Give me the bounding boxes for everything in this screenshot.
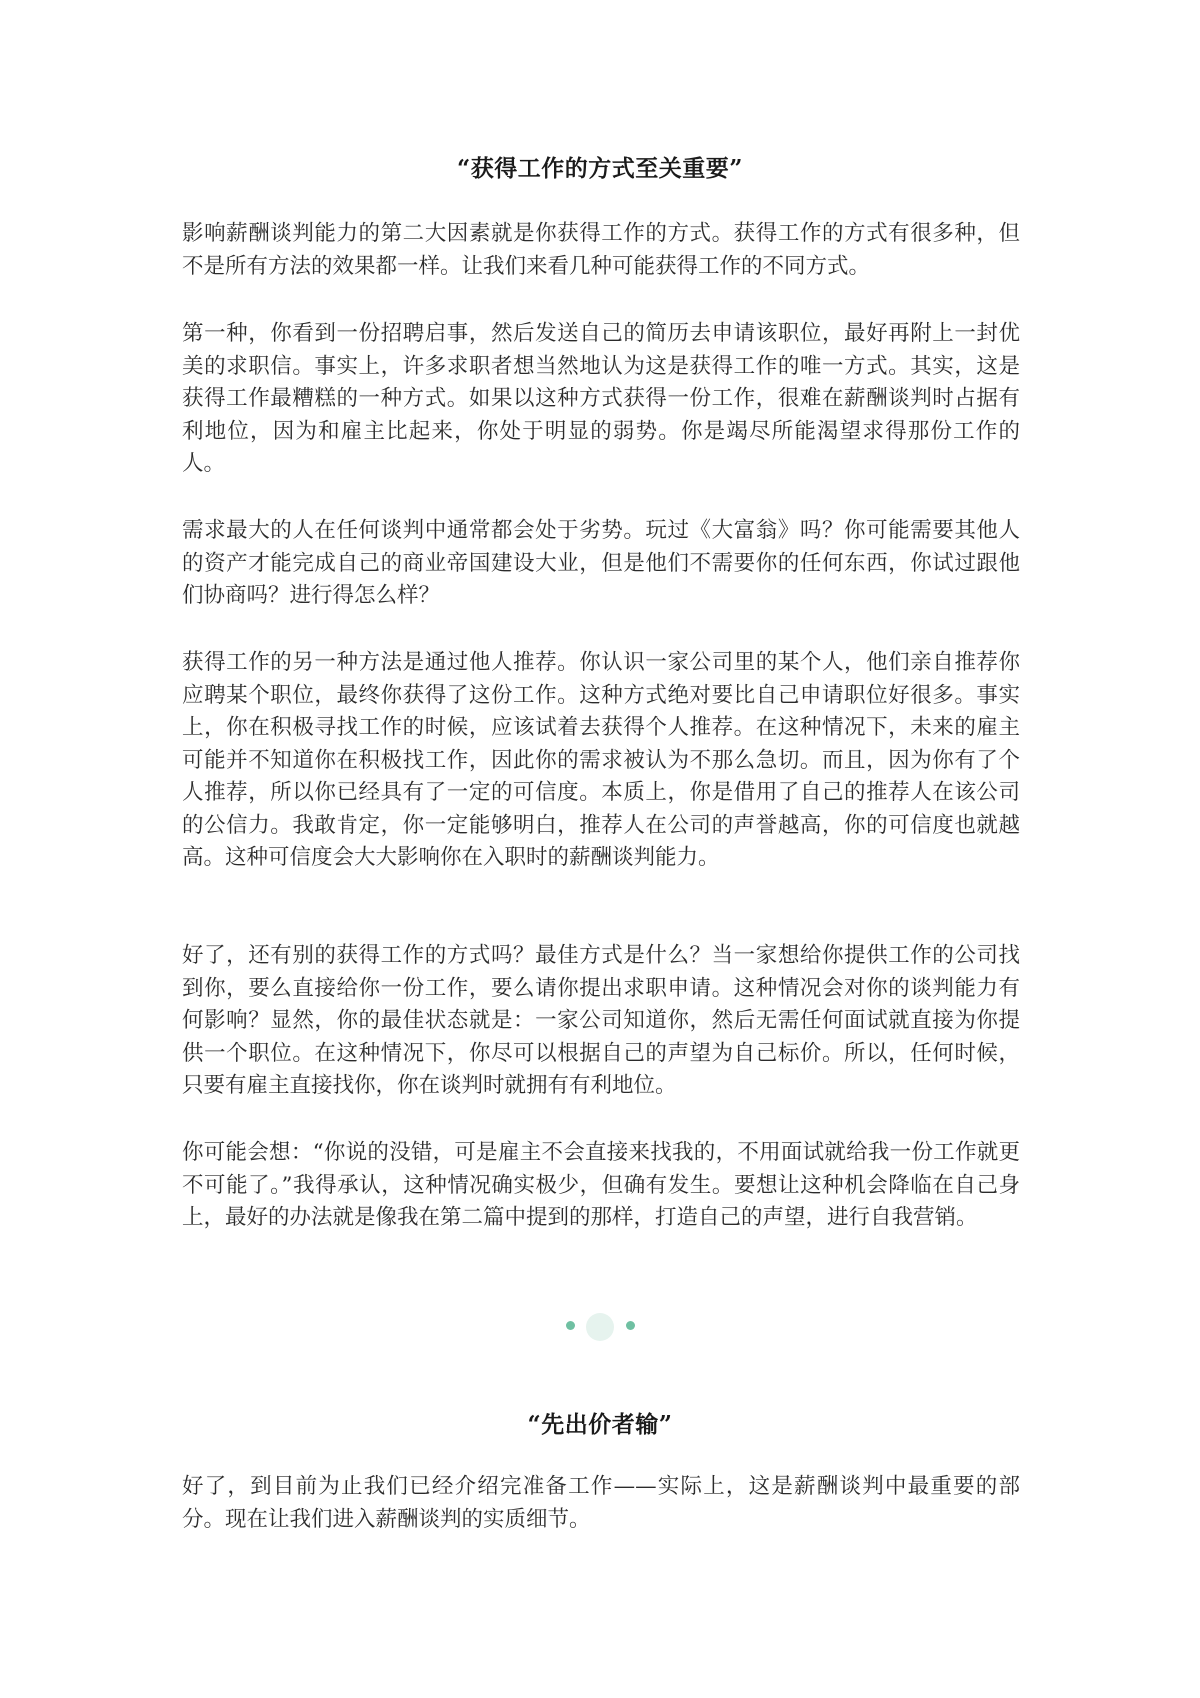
three-dot-divider-icon [0,1306,1200,1346]
divider-dot-center [586,1313,614,1341]
divider-dot-right [626,1321,635,1330]
paragraph: 第一种，你看到一份招聘启事，然后发送自己的简历去申请该职位，最好再附上一封优美的求职信。事实上，许多求职者想当然地认为这是获得工作的唯一方式。其实，这是获得工作最糟糕的一种方式。如果以这种方式获得一份工作，很难在薪酬谈判时占据有利地位，因为和雇主比起来，你处于明显的弱势。你是竭尽所能渴望求得那份工作的人。 [182,321,1020,476]
divider-dot-left [566,1321,575,1330]
section-title: “获得工作的方式至关重要” [457,155,743,182]
paragraph: 你可能会想：“你说的没错，可是雇主不会直接来找我的，不用面试就给我一份工作就更不可能了。”我得承认，这种情况确实极少，但确有发生。要想让这种机会降临在自己身上，最好的办法就是像我在第二篇中提到的那样，打造自己的声望，进行自我营销。 [182,1140,1020,1230]
paragraph: 需求最大的人在任何谈判中通常都会处于劣势。玩过《大富翁》吗？你可能需要其他人的资产才能完成自己的商业帝国建设大业，但是他们不需要你的任何东西，你试过跟他们协商吗？进行得怎么样？ [182,518,1020,608]
paragraph: 影响薪酬谈判能力的第二大因素就是你获得工作的方式。获得工作的方式有很多种，但不是所有方法的效果都一样。让我们来看几种可能获得工作的不同方式。 [182,221,1020,279]
paragraph: 好了，到目前为止我们已经介绍完准备工作——实际上，这是薪酬谈判中最重要的部分。现在让我们进入薪酬谈判的实质细节。 [182,1474,1020,1532]
section-title: “先出价者输” [527,1411,673,1438]
paragraph: 好了，还有别的获得工作的方式吗？最佳方式是什么？当一家想给你提供工作的公司找到你，要么直接给你一份工作，要么请你提出求职申请。这种情况会对你的谈判能力有何影响？显然，你的最佳状态就是：一家公司知道你，然后无需任何面试就直接为你提供一个职位。在这种情况下，你尽可以根据自己的声望为自己标价。所以，任何时候，只要有雇主直接找你，你在谈判时就拥有有利地位。 [182,943,1020,1098]
paragraph: 获得工作的另一种方法是通过他人推荐。你认识一家公司里的某个人，他们亲自推荐你应聘某个职位，最终你获得了这份工作。这种方式绝对要比自己申请职位好很多。事实上，你在积极寻找工作的时候，应该试着去获得个人推荐。在这种情况下，未来的雇主可能并不知道你在积极找工作，因此你的需求被认为不那么急切。而且，因为你有了个人推荐，所以你已经具有了一定的可信度。本质上，你是借用了自己的推荐人在该公司的公信力。我敢肯定，你一定能够明白，推荐人在公司的声誉越高，你的可信度也就越高。这种可信度会大大影响你在入职时的薪酬谈判能力。 [182,650,1020,870]
